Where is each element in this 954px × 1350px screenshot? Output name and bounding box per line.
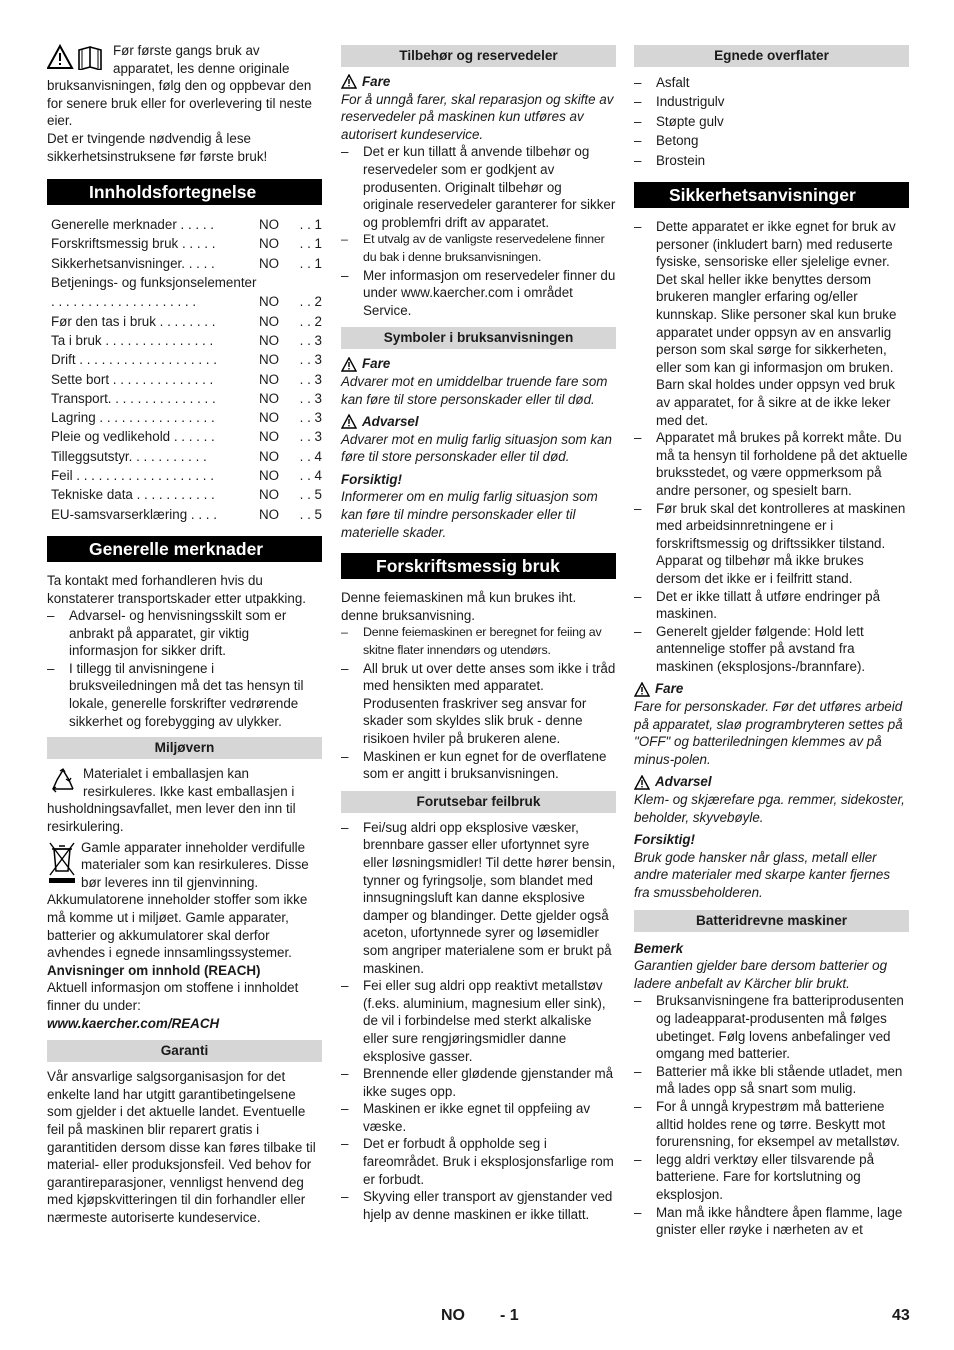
garanti-heading: Garanti [47, 1040, 322, 1062]
overflater-heading: Egnede overflater [634, 45, 909, 67]
toc-heading: Innholdsfortegnelse [47, 179, 322, 205]
toc-row[interactable] [47, 312, 322, 331]
intro-text-2: Det er tvingende nødvendig å lese sikkerhetsinstruksene før første bruk! [47, 130, 268, 164]
column-3 [634, 42, 909, 1239]
list-item: – Det er kun tillatt å anvende tilbehør og reservedeler som er godkjent av produsenten. Originalt tilbehør og originale reservedeler garanterer for sikker og problemfri drift av apparatet. [341, 143, 616, 231]
toc-entry-lang: NO [259, 390, 280, 406]
disposal-paragraph [47, 839, 322, 962]
advarsel-text: Klem- og skjærefare pga. remmer, sidekoster, beholder, skyvebøyle. [634, 792, 905, 825]
overflater-list [634, 73, 909, 170]
warning-triangle-icon [341, 74, 357, 89]
forutsebar-heading: Forutsebar feilbruk [341, 791, 616, 813]
warning-label: Advarsel [362, 414, 419, 430]
recycle-paragraph [47, 765, 322, 835]
recycle-text: Materialet i emballasjen kan resirkuleres. Ikke kast emballasjen i husholdningsavfallet, men lever den inn til resirkulering. [47, 766, 296, 835]
recycle-icon [47, 767, 79, 795]
miljovern-heading: Miljøvern [47, 737, 322, 759]
toc-entry-label: Drift . . . . . . . . . . . . . . . . . . . [51, 352, 217, 368]
toc-entry-page: . . 2 [299, 294, 322, 310]
warning-label: Fare [655, 681, 684, 697]
toc-entry-label: EU-samsvarserklæring . . . . [51, 506, 217, 522]
toc-entry-label: Før den tas i bruk . . . . . . . . [51, 313, 216, 329]
list-item: – Betong [634, 131, 909, 150]
toc-entry-lang: NO [259, 448, 280, 464]
list-item: – Bruksanvisningene fra batteriprodusenten og ladeapparat-produsenten må følges ubetinget. Følg lovens anbefalinger ved omgang med batterier. [634, 992, 909, 1062]
list-item: – Maskinen er kun egnet for de overflatene som er angitt i bruksanvisningen. [341, 748, 616, 783]
batteri-list [634, 992, 909, 1238]
toc-entry-page: . . 3 [299, 371, 322, 387]
toc-entry-page: . . 3 [299, 410, 322, 426]
toc-row[interactable] [47, 485, 322, 504]
list-item: – Man må ikke håndtere åpen flamme, lage gnister eller røyke i nærheten av et [634, 1204, 909, 1239]
list-item: – Denne feiemaskinen er beregnet for feiing av skitne flater innendørs og utendørs. [341, 624, 616, 659]
toc-entry-page: . . 4 [299, 468, 322, 484]
list-item: – Støpte gulv [634, 112, 909, 131]
forskrift-heading: Forskriftsmessig bruk [341, 553, 616, 579]
list-item: – I tillegg til anvisningene i bruksveiledningen må det tas hensyn til lokale, generelle forskrifter vedrørende sikkerhet og forebygging av ulykker. [47, 660, 322, 730]
list-item: – Fei eller sug aldri opp reaktivt metallstøv (f.eks. aluminium, magnesium eller sink), de vil i forbindelse med sterkt alkaliske eller sure rengjøringsmidler danne eksplosive gasser. [341, 977, 616, 1065]
toc-row[interactable] [47, 273, 322, 312]
column-1 [47, 42, 322, 1227]
toc-entry-page: . . 1 [299, 236, 322, 252]
warning-triangle-icon [341, 414, 357, 429]
warning-triangle-icon [341, 357, 357, 372]
toc-table [47, 215, 322, 524]
crossed-bin-icon [47, 841, 77, 885]
toc-entry-label: Tilleggsutstyr. . . . . . . . . . . [51, 448, 207, 464]
toc-entry-page: . . 3 [299, 390, 322, 406]
generelle-list [47, 607, 322, 730]
forskrift-list [341, 624, 616, 782]
toc-row[interactable] [47, 408, 322, 427]
list-item: – legg aldri verktøy eller tilsvarende på batteriene. Fare for kortslutning og eksplosjon. [634, 1151, 909, 1204]
toc-entry-page: . . 4 [299, 448, 322, 464]
toc-entry-label: Pleie og vedlikehold . . . . . . [51, 429, 215, 445]
list-item: – Batterier må ikke bli stående utladet, men må lades opp så snart som mulig. [634, 1063, 909, 1098]
generelle-heading: Generelle merknader [47, 536, 322, 562]
fare-text: Fare for personskader. Før det utføres arbeid på apparatet, slaø programbryteren settes på "OFF" og batteriledningen klemmes av på minus-polen. [634, 699, 903, 767]
list-item: – Mer informasjon om reservedeler finner du under www.kaercher.com i området Service. [341, 267, 616, 320]
toc-row[interactable] [47, 331, 322, 350]
list-item: – Skyving eller transport av gjenstander ved hjelp av denne maskinen er ikke tillatt. [341, 1188, 616, 1223]
sikkerhet-list [634, 218, 909, 675]
warning-fare [341, 355, 616, 373]
toc-row[interactable] [47, 427, 322, 446]
toc-entry-label: Forskriftsmessig bruk . . . . . [51, 236, 216, 252]
reach-title: Anvisninger om innhold (REACH) [47, 962, 261, 978]
forsiktig-text: Informerer om en mulig farlig situasjon som kan føre til mindre personskader eller til materielle skader. [341, 489, 598, 540]
batteri-heading: Batteridrevne maskiner [634, 910, 909, 932]
list-item: – Asfalt [634, 73, 909, 92]
toc-entry-label: Generelle merknader . . . . . [51, 217, 214, 233]
list-item: – Et utvalg av de vanligste reservedelene finner du bak i denne bruksanvisningen. [341, 231, 616, 266]
toc-entry-page: . . 3 [299, 332, 322, 348]
reach-text: Aktuell informasjon om stoffene i innholdet finner du under: [47, 980, 299, 1013]
note-text: Garantien gjelder bare dersom batterier og ladere anbefalt av Kärcher blir brukt. [634, 958, 888, 991]
toc-entry-label: Tekniske data . . . . . . . . . . . [51, 487, 215, 503]
list-item: – Generelt gjelder følgende: Hold lett antennelige stoffer på avstand fra maskinen (eksplosjons-/brannfare). [634, 623, 909, 676]
tilbehor-heading: Tilbehør og reservedeler [341, 45, 616, 67]
warning-triangle-icon [634, 682, 650, 697]
toc-row[interactable] [47, 389, 322, 408]
intro [47, 42, 322, 130]
toc-entry-page: . . 1 [299, 255, 322, 271]
toc-entry-label: Sette bort . . . . . . . . . . . . . . [51, 371, 214, 387]
list-item: – Maskinen er ikke egnet til oppfeiing av væske. [341, 1100, 616, 1135]
toc-entry-page: . . 3 [299, 429, 322, 445]
toc-entry-lang: NO [259, 255, 280, 271]
toc-entry-lang: NO [259, 217, 280, 233]
toc-entry-label: Transport. . . . . . . . . . . . . . . [51, 390, 216, 406]
warning-advarsel [341, 413, 616, 431]
warning-label: Fare [362, 74, 391, 89]
toc-entry-lang: NO [259, 429, 280, 445]
toc-row[interactable] [47, 447, 322, 466]
list-item: – Advarsel- og henvisningsskilt som er anbrakt på apparatet, gir viktig informasjon for sikker drift. [47, 607, 322, 660]
forskrift-text: Denne feiemaskinen må kun brukes iht. denne bruksanvisning. [341, 590, 577, 623]
toc-entry-page: . . 5 [299, 506, 322, 522]
toc-row[interactable] [47, 505, 322, 524]
warning-triangle-icon [634, 775, 650, 790]
toc-row[interactable] [47, 466, 322, 485]
toc-row[interactable] [47, 234, 322, 253]
list-item: – All bruk ut over dette anses som ikke i tråd med hensikten med apparatet. Produsenten fraskriver seg ansvar for skader som skyldes slik bruk - denne risikoen hviler på brukeren alene. [341, 660, 616, 748]
toc-entry-lang: NO [259, 468, 280, 484]
warning-forsiktig [341, 471, 616, 489]
warning-label: Forsiktig! [341, 471, 403, 487]
toc-row[interactable] [47, 370, 322, 389]
list-item: – For å unngå krypestrøm må batteriene alltid holdes rene og tørre. Beskytt mot forurensning, for eksempel av metallstøv. [634, 1098, 909, 1151]
toc-entry-lang: NO [259, 236, 280, 252]
warning-forsiktig [634, 831, 909, 849]
list-item: – Dette apparatet er ikke egnet for bruk av personer (inkludert barn) med reduserte fysiske, sensoriske eller sjelelige evner. Det skal heller ikke benyttes dersom brukeren mangler erfaring og/eller kunnskap. Slike personer skal kun bruke apparatet under oppsyn av en ansvarlig person som skal sørge for sikkerheten, eller som kan gi informasjon om bruken. Barn skal holdes under oppsyn ved bruk av apparatet, for å sikre at de ikke leker med det. [634, 218, 909, 429]
toc-entry-lang: NO [259, 332, 280, 348]
toc-row[interactable] [47, 350, 322, 369]
reach-link[interactable]: www.kaercher.com/REACH [47, 1015, 220, 1031]
toc-entry-lang: NO [259, 294, 280, 310]
list-item: – Det er forbudt å oppholde seg i fareområdet. Bruk i eksplosjonsfarlige rom er forbudt. [341, 1135, 616, 1188]
fare-text: Advarer mot en umiddelbar truende fare som kan føre til store personskader eller til død. [341, 373, 608, 407]
warning-fare [634, 680, 909, 698]
toc-row[interactable] [47, 215, 322, 234]
toc-entry-page: . . 1 [299, 217, 322, 233]
list-item: – Industrigulv [634, 92, 909, 111]
forsiktig-text: Bruk gode hansker når glass, metall eller andre materialer med skarpe kanter fjernes fra smussbeholderen. [634, 849, 891, 900]
disposal-text: Gamle apparater inneholder verdifulle materialer som kan resirkuleres. Disse bør leveres inn til gjenvinning. Akkumulatorene inneholder stoffer som ikke må komme ut i miljøet. Gamle apparater, batterier og akkumulatorer skal derfor avhendes i egnede innsamlingssystemer. [47, 839, 309, 961]
toc-entry-lang: NO [259, 487, 280, 503]
footer-local-page: - 1 [500, 1307, 519, 1324]
warning-advarsel [634, 773, 909, 791]
toc-entry-label: Feil . . . . . . . . . . . . . . . . . . . [51, 468, 214, 484]
toc-entry-lang: NO [259, 352, 280, 368]
list-item: – Brennende eller glødende gjenstander må ikke suges opp. [341, 1065, 616, 1100]
tilbehor-list [341, 143, 616, 319]
garanti-text: Vår ansvarlige salgsorganisasjon for det enkelte land har utgitt garantibetingelsene som gjelder i det aktuelle landet. Eventuelle feil på maskinen blir reparert gratis i garantitiden dersom disse kan føres tilbake til material- eller produksjonsfeil. Ved behov for garantireparasjoner, vennligst henvend deg med kjøpskvitteringen til din forhandler eller nærmeste autoriserte kundeservice. [47, 1069, 316, 1225]
tilbehor-warn-text: For å unngå farer, skal reparasjon og skifte av reservedeler på maskinen kun utføres av autorisert kundeservice. [341, 91, 614, 142]
generelle-text: Ta kontakt med forhandleren hvis du konstaterer transportskader etter utpakking. [47, 572, 307, 606]
list-item: – Apparatet må brukes på korrekt måte. Du må ta hensyn til forholdene på det aktuelle bruksstedet, og være oppmerksom på andre personer, og spesielt barn. [634, 429, 909, 499]
warning-fare [341, 73, 616, 91]
toc-entry-page: . . 3 [299, 352, 322, 368]
forutsebar-list [341, 819, 616, 1224]
toc-entry-page: . . 2 [299, 313, 322, 329]
list-item: – Fei/sug aldri opp eksplosive væsker, brennbare gasser eller ufortynnet syre eller løsningsmidler! Til dette hører bensin, tynner og fyringsolje, som blandet med innsugningsluft kan danne eksplosive damper og blandinger. Dette gjelder også aceton, ufortynnede syrer og løsemidler som angriper materialene som er brukt på maskinen. [341, 819, 616, 977]
footer-page-number: 43 [892, 1307, 910, 1324]
toc-entry-label: Lagring . . . . . . . . . . . . . . . . [51, 410, 215, 426]
toc-row[interactable] [47, 254, 322, 273]
advarsel-text: Advarer mot en mulig farlig situasjon som kan føre til store personskader eller til død. [341, 431, 612, 465]
list-item: – Det er ikke tillatt å utføre endringer på maskinen. [634, 588, 909, 623]
column-2 [341, 42, 616, 1223]
sikkerhet-heading: Sikkerhetsanvisninger [634, 182, 909, 208]
warning-label: Fare [362, 356, 391, 372]
list-item: – Før bruk skal det kontrolleres at maskinen med arbeidsinnretningene er i forskriftsmessig og driftssikker tilstand. Apparat og tilbehør må ikke brukes dersom det ikke er i feilfritt stand. [634, 500, 909, 588]
toc-entry-lang: NO [259, 410, 280, 426]
symboler-heading: Symboler i bruksanvisningen [341, 327, 616, 349]
toc-entry-lang: NO [259, 506, 280, 522]
warning-manual-icon [47, 44, 109, 70]
toc-entry-lang: NO [259, 313, 280, 329]
list-item: – Brostein [634, 151, 909, 170]
warning-label: Forsiktig! [634, 832, 696, 848]
toc-entry-lang: NO [259, 371, 280, 387]
toc-entry-label: Sikkerhetsanvisninger. . . . . [51, 255, 215, 271]
note-heading [634, 940, 909, 958]
warning-label: Advarsel [655, 774, 712, 790]
intro-text: Før første gangs bruk av apparatet, les denne originale bruksanvisningen, følg den og oppbevar den for senere bruk eller for overlevering til neste eier. [47, 43, 312, 129]
toc-entry-label: Betjenings- og funksjonselementer . . . . . . . . . . . . . . . . . . . . [51, 275, 257, 310]
toc-entry-page: . . 5 [299, 487, 322, 503]
note-label: Bemerk [634, 940, 684, 956]
footer-lang: NO [441, 1307, 465, 1324]
toc-entry-label: Ta i bruk . . . . . . . . . . . . . . . [51, 332, 214, 348]
